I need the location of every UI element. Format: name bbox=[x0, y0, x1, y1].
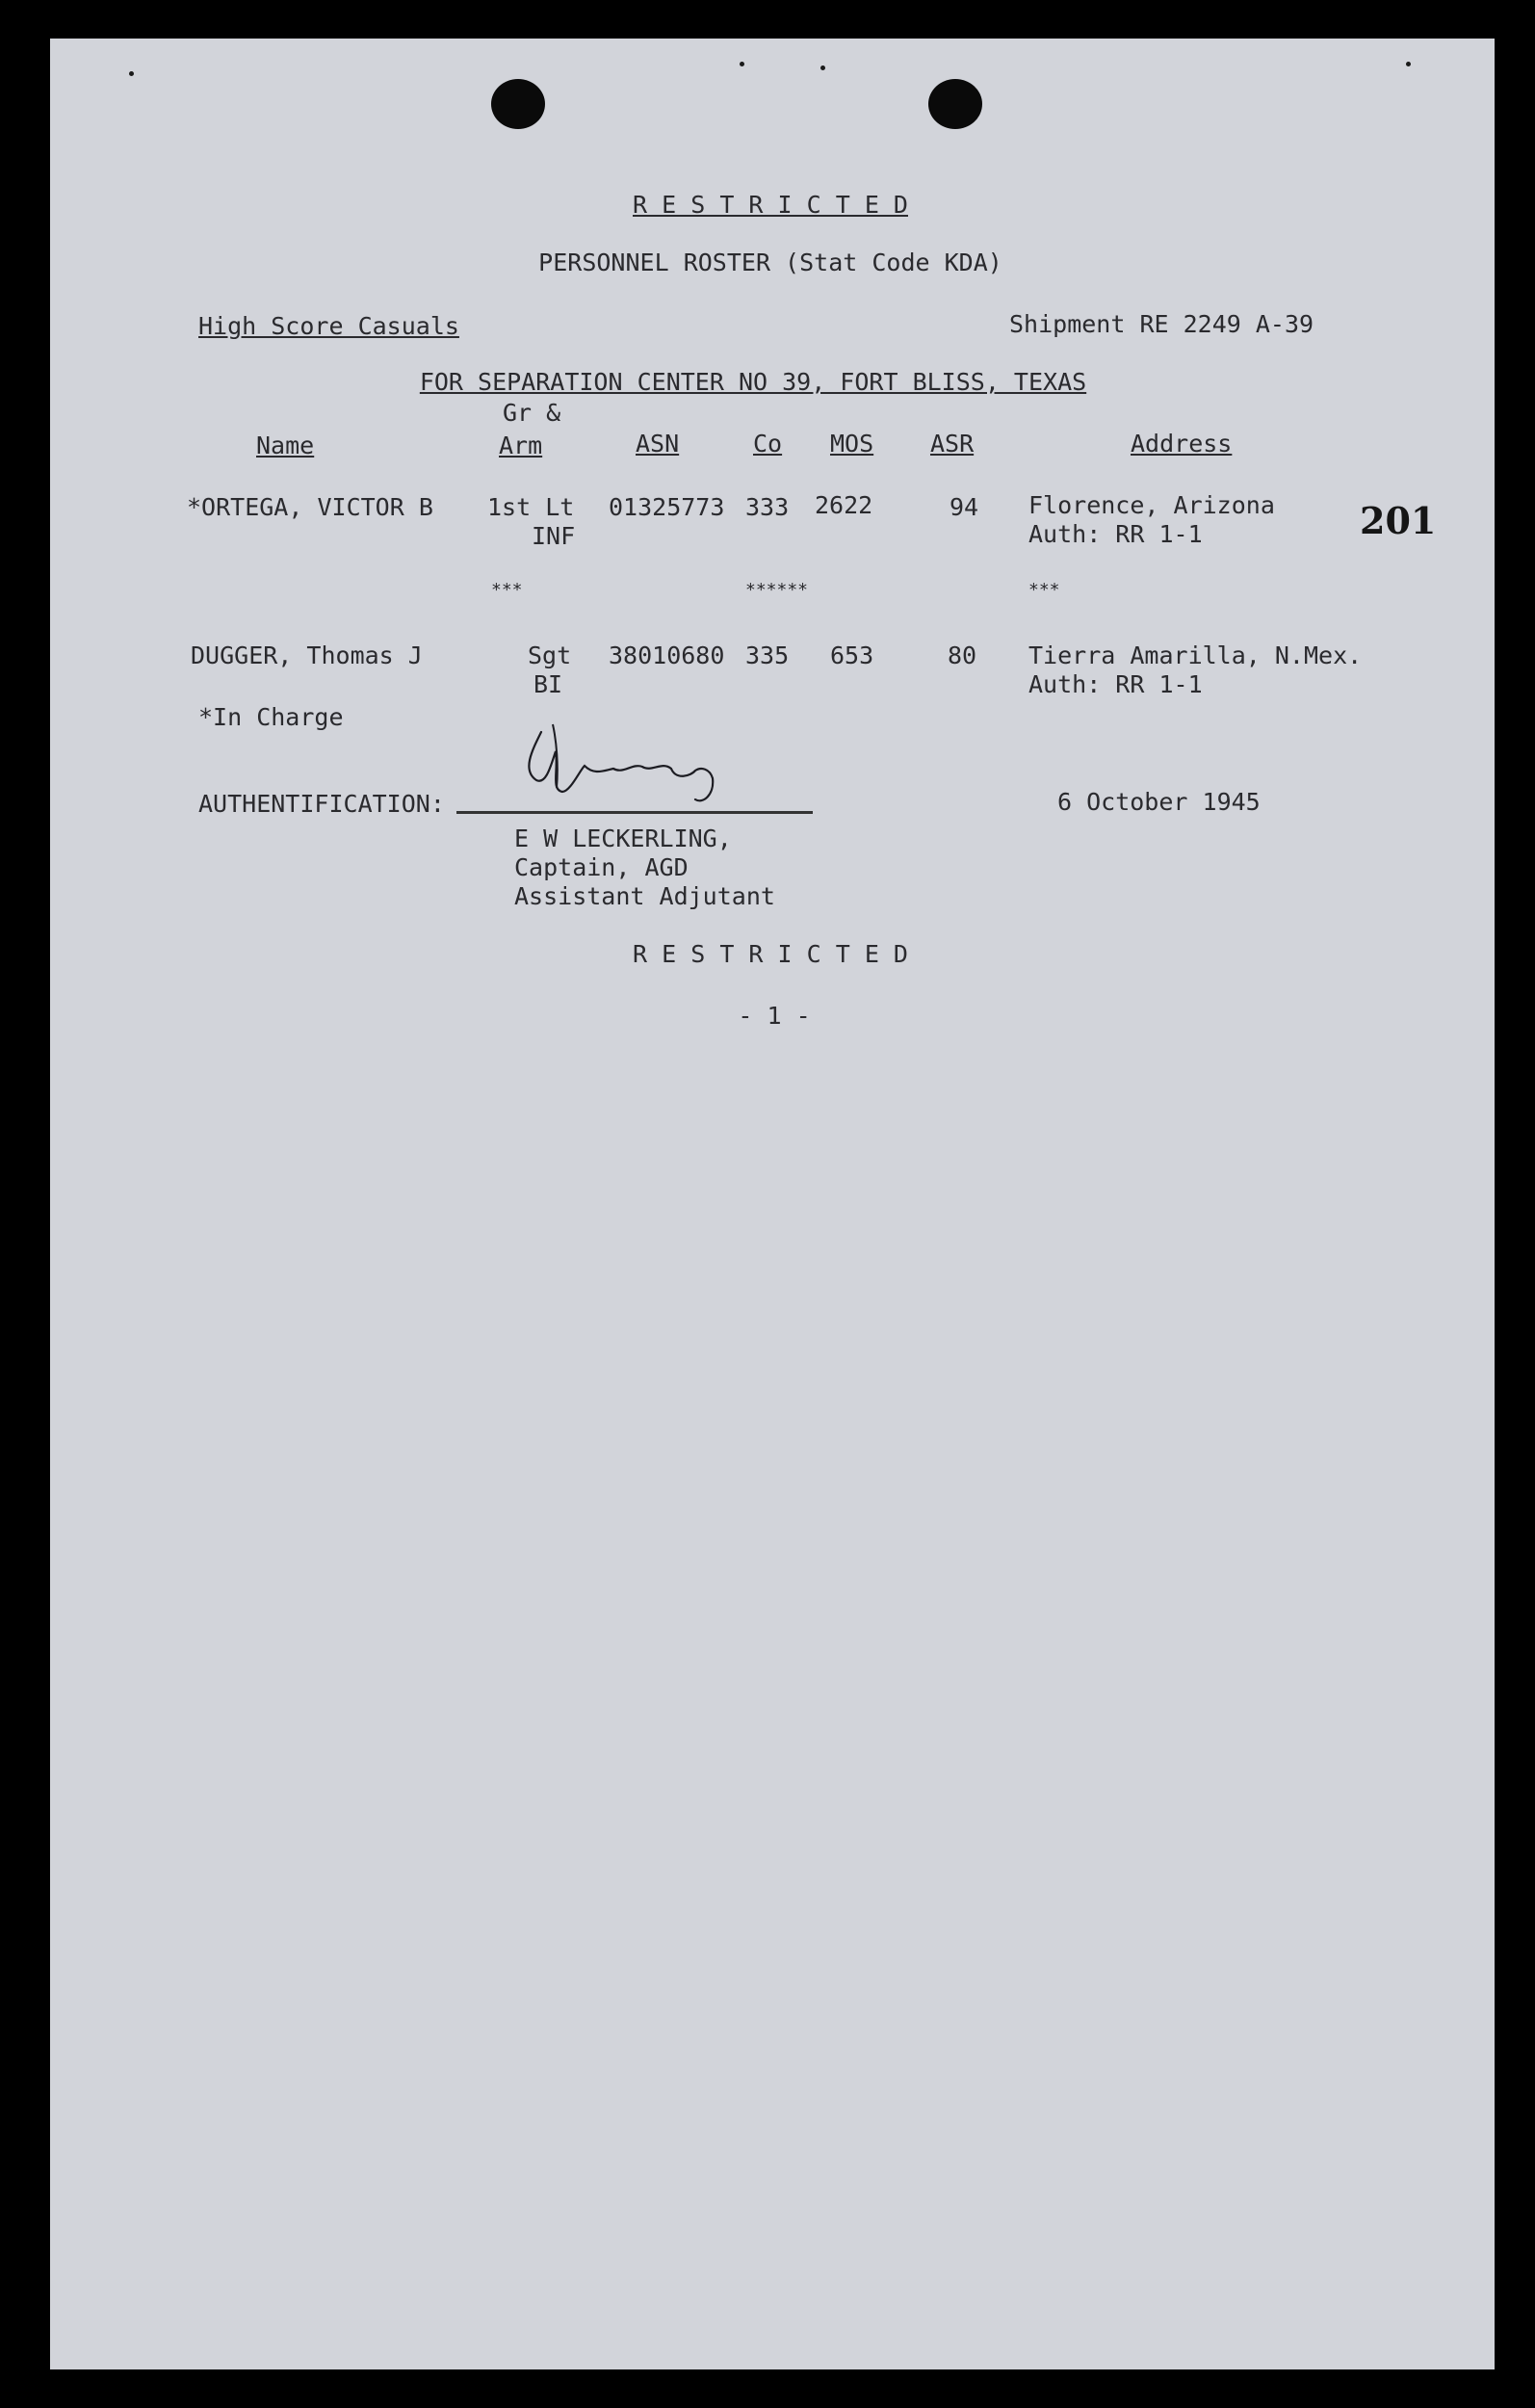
speck bbox=[820, 65, 825, 70]
row-2-arm: BI bbox=[533, 670, 563, 698]
file-number: 201 bbox=[1360, 499, 1437, 542]
group-label: High Score Casuals bbox=[198, 312, 459, 340]
row-1-mos: 2622 bbox=[815, 491, 873, 519]
row-2-address: Tierra Amarilla, N.Mex. bbox=[1028, 641, 1363, 669]
row-1-auth: Auth: RR 1-1 bbox=[1028, 520, 1203, 548]
col-grade-arm-top: Gr & bbox=[503, 399, 561, 427]
roster-title: PERSONNEL ROSTER (Stat Code KDA) bbox=[538, 249, 1002, 276]
separator-middle: ****** bbox=[745, 580, 809, 600]
signer-rank: Captain, AGD bbox=[514, 853, 689, 881]
row-1-asn: 01325773 bbox=[609, 493, 725, 521]
row-2-co: 335 bbox=[745, 641, 790, 669]
col-asr: ASR bbox=[930, 430, 975, 458]
row-1-co: 333 bbox=[745, 493, 790, 521]
row-1-asr: 94 bbox=[950, 493, 979, 521]
speck bbox=[740, 62, 744, 66]
authentication-label: AUTHENTIFICATION: bbox=[198, 790, 445, 818]
document-page bbox=[50, 39, 1495, 2369]
shipment-number: Shipment RE 2249 A-39 bbox=[1009, 310, 1314, 338]
row-2-auth: Auth: RR 1-1 bbox=[1028, 670, 1203, 698]
signer-title: Assistant Adjutant bbox=[514, 882, 775, 910]
row-2-name: DUGGER, Thomas J bbox=[191, 641, 423, 669]
signer-name: E W LECKERLING, bbox=[514, 824, 732, 852]
speck bbox=[1406, 62, 1411, 66]
punch-hole-right bbox=[928, 79, 982, 129]
row-2-asn: 38010680 bbox=[609, 641, 725, 669]
row-1-arm: INF bbox=[532, 522, 576, 550]
footnote: *In Charge bbox=[198, 703, 344, 731]
signature bbox=[512, 713, 734, 815]
row-1-name: *ORTEGA, VICTOR B bbox=[187, 493, 433, 521]
separator-right: *** bbox=[1028, 580, 1060, 600]
row-1-grade: 1st Lt bbox=[487, 493, 575, 521]
row-2-grade: Sgt bbox=[528, 641, 572, 669]
classification-top: R E S T R I C T E D bbox=[633, 191, 908, 219]
row-2-mos: 653 bbox=[830, 641, 874, 669]
punch-hole-left bbox=[491, 79, 545, 129]
col-mos: MOS bbox=[830, 430, 874, 458]
col-name: Name bbox=[256, 432, 315, 459]
row-2-asr: 80 bbox=[948, 641, 977, 669]
page-number: - 1 - bbox=[738, 1002, 811, 1030]
col-asn: ASN bbox=[636, 430, 680, 458]
classification-bottom: R E S T R I C T E D bbox=[633, 940, 908, 968]
separator-left: *** bbox=[491, 580, 523, 600]
col-grade-arm-bottom: Arm bbox=[499, 432, 543, 459]
signature-line bbox=[456, 811, 813, 814]
col-co: Co bbox=[753, 430, 783, 458]
col-address: Address bbox=[1131, 430, 1233, 458]
speck bbox=[129, 71, 134, 76]
row-1-address: Florence, Arizona bbox=[1028, 491, 1275, 519]
destination: FOR SEPARATION CENTER NO 39, FORT BLISS, TEXAS bbox=[419, 368, 1087, 396]
document-date: 6 October 1945 bbox=[1057, 788, 1261, 816]
